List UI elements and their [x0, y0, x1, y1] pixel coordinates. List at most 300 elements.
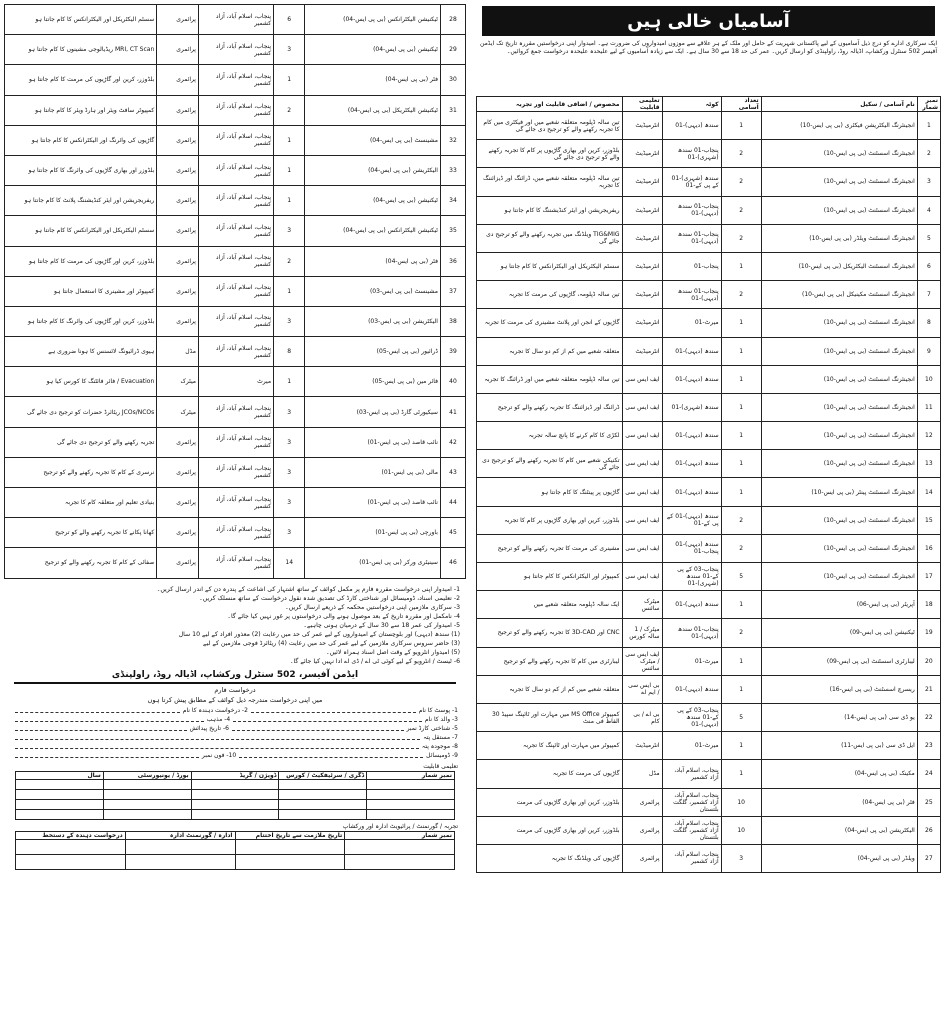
vacancy-count: 3: [274, 306, 305, 336]
vacancy-row: [477, 506, 941, 534]
vacancy-post: آپریٹر (بی پی ایس-06): [761, 591, 917, 619]
vacancy-education: پرائمری: [157, 427, 199, 457]
vacancy-row: [477, 703, 941, 731]
vacancy-education: انٹرمیڈیٹ: [622, 309, 662, 337]
vacancy-post: انجینئرنگ الیکٹریشن فیکٹری (بی پی ایس-10): [761, 112, 917, 140]
vacancy-experience: بلڈوزر، کرین اور بھاری گاڑیوں کی مرمت: [477, 788, 623, 816]
vacancy-quota: سندھ (شہری)-01 کے پی کے-01: [662, 168, 721, 196]
header-serial: نمبر شمار: [917, 97, 940, 112]
vacancy-education: پرائمری: [157, 216, 199, 246]
education-label: تعلیمی قابلیت: [423, 762, 458, 770]
form-table-row: [16, 789, 455, 799]
vacancy-row: [5, 427, 466, 457]
vacancy-row: [477, 534, 941, 562]
vacancy-post: انجینئرنگ اسسٹنٹ (بی پی ایس-10): [761, 450, 917, 478]
form-field-input[interactable]: [15, 733, 420, 740]
vacancy-post: سینیٹری ورکر (بی پی ایس-01): [305, 548, 441, 578]
vacancy-row: [5, 155, 466, 185]
vacancy-count: 1: [274, 155, 305, 185]
vacancy-row: [477, 393, 941, 421]
vacancy-row: [5, 65, 466, 95]
vacancy-count: 1: [721, 112, 761, 140]
left-column: [4, 4, 466, 1020]
form-field-input[interactable]: [239, 751, 423, 758]
vacancy-quota: پنجاب، اسلام آباد، آزاد کشمیر: [198, 397, 273, 427]
form-table-cell[interactable]: [16, 854, 126, 869]
vacancy-row: [477, 450, 941, 478]
form-table-header: درخواست دہندہ کے دستخط: [16, 831, 126, 839]
form-table-cell[interactable]: [16, 839, 126, 854]
vacancy-post: فائر مین (بی پی ایس-05): [305, 367, 441, 397]
form-table-cell[interactable]: [103, 799, 191, 809]
form-line: [12, 706, 458, 715]
form-table-cell[interactable]: [103, 789, 191, 799]
vacancy-experience: لکڑی کا کام کرنے کا پانچ سالہ تجربہ: [477, 422, 623, 450]
form-table-header: ڈگری / سرٹیفکیٹ / کورس: [279, 771, 367, 779]
vacancy-education: پرائمری: [157, 35, 199, 65]
vacancy-serial: 5: [917, 224, 940, 252]
vacancy-education: پرائمری: [622, 788, 662, 816]
vacancy-count: 1: [274, 65, 305, 95]
vacancy-count: 2: [721, 224, 761, 252]
vacancy-quota: پنجاب-01 سندھ (دیہی)-01: [662, 196, 721, 224]
form-table-row: [16, 809, 455, 819]
form-table-cell[interactable]: [191, 789, 279, 799]
vacancy-education: انٹرمیڈیٹ: [622, 140, 662, 168]
vacancy-row: [477, 422, 941, 450]
vacancy-experience: سسٹم الیکٹریکل اور الیکٹرانکس کا کام جانتا ہو: [5, 5, 157, 35]
vacancy-count: 1: [721, 337, 761, 365]
vacancy-quota: پنجاب، اسلام آباد، آزاد کشمیر: [198, 457, 273, 487]
vacancy-post: ریسرچ اسسٹنٹ (بی پی ایس-16): [761, 675, 917, 703]
vacancy-serial: 19: [917, 619, 940, 647]
header-quota: کوٹہ: [662, 97, 721, 112]
vacancy-education: بی ایس سی / ایم اے: [622, 675, 662, 703]
note-item: 2- تعلیمی اسناد، ڈومیسائل اور شناختی کارڈ کی تصدیق شدہ نقول درخواست کے ساتھ منسلک کریں۔: [199, 594, 460, 602]
right-column: [476, 4, 941, 1020]
vacancy-row: [477, 196, 941, 224]
vacancy-row: [5, 186, 466, 216]
form-title: درخواست فارم: [214, 685, 256, 694]
vacancy-post: ٹیکنیشن (بی پی ایس-04): [305, 186, 441, 216]
vacancy-serial: 11: [917, 393, 940, 421]
vacancy-serial: 18: [917, 591, 940, 619]
form-table-row: [16, 799, 455, 809]
vacancy-education: پرائمری: [622, 816, 662, 844]
vacancy-post: الیکٹریشن (بی پی ایس-04): [761, 816, 917, 844]
form-field-input[interactable]: [251, 706, 416, 713]
vacancy-quota: پنجاب، اسلام آباد، آزاد کشمیر: [198, 35, 273, 65]
vacancy-experience: مشینری کی مرمت کا تجربہ رکھنے والے کو ترجیح: [477, 534, 623, 562]
vacancy-education: پرائمری: [157, 548, 199, 578]
vacancy-serial: 14: [917, 478, 940, 506]
vacancy-row: [5, 216, 466, 246]
form-table-header: ڈویژن / گریڈ: [191, 771, 279, 779]
form-table-cell[interactable]: [279, 789, 367, 799]
vacancy-row: [5, 518, 466, 548]
vacancy-education: پرائمری: [157, 246, 199, 276]
form-field-label: 3- والد کا نام: [424, 715, 458, 723]
vacancy-serial: 40: [440, 367, 465, 397]
vacancy-post: الیکٹریشن (بی پی ایس-03): [305, 306, 441, 336]
vacancy-experience: نرسری کے کام کا تجربہ رکھنے والے کو ترجیح: [5, 457, 157, 487]
form-table-cell[interactable]: [279, 809, 367, 819]
form-table-cell[interactable]: [103, 779, 191, 789]
vacancy-post: الیکٹریشن (بی پی ایس-04): [305, 155, 441, 185]
vacancy-experience: تکنیکی شعبے میں کام کا تجربہ رکھنے والے کو ترجیح دی جائے گی: [477, 450, 623, 478]
vacancy-serial: 32: [440, 125, 465, 155]
vacancy-post: فٹر (بی پی ایس-04): [761, 788, 917, 816]
form-field-input[interactable]: [15, 706, 180, 713]
form-field-label: 2- درخواست دہندہ کا نام: [182, 706, 248, 714]
vacancy-count: 6: [274, 5, 305, 35]
vacancy-serial: 28: [440, 5, 465, 35]
vacancy-post: مشینسٹ (بی پی ایس-03): [305, 276, 441, 306]
vacancy-experience: متعلقہ شعبے میں کم از کم دو سال کا تجربہ: [477, 675, 623, 703]
vacancy-count: 3: [274, 216, 305, 246]
vacancy-post: انجینئرنگ اسسٹنٹ (بی پی ایس-10): [761, 168, 917, 196]
form-table-cell[interactable]: [345, 854, 455, 869]
vacancy-post: مشینسٹ (بی پی ایس-04): [305, 125, 441, 155]
form-table-cell[interactable]: [279, 799, 367, 809]
vacancy-post: انجینئرنگ اسسٹنٹ (بی پی ایس-10): [761, 393, 917, 421]
form-table-cell[interactable]: [367, 809, 455, 819]
vacancy-quota: پنجاب، اسلام آباد، آزاد کشمیر، گلگت بلتستان: [662, 816, 721, 844]
vacancy-count: 1: [274, 276, 305, 306]
vacancy-experience: TIG&MIG ویلڈنگ میں تجربہ رکھنے والے کو ترجیح دی جائے گی: [477, 224, 623, 252]
vacancy-experience: سسٹم الیکٹریکل اور الیکٹرانکس کا کام جانتا ہو: [477, 252, 623, 280]
vacancy-serial: 22: [917, 703, 940, 731]
application-form: [4, 706, 466, 760]
vacancy-row: [477, 732, 941, 760]
vacancy-experience: گاڑیوں کی ویلڈنگ کا تجربہ: [477, 844, 623, 872]
vacancy-post: فٹر (بی پی ایس-04): [305, 246, 441, 276]
form-table-cell[interactable]: [103, 809, 191, 819]
form-table-header: بورڈ / یونیورسٹی: [103, 771, 191, 779]
form-table-cell[interactable]: [16, 789, 104, 799]
vacancy-post: انجینئرنگ اسسٹنٹ ویلڈر (بی پی ایس-10): [761, 224, 917, 252]
vacancy-experience: کمپیوٹر اور مشینری کا استعمال جانتا ہو: [5, 276, 157, 306]
vacancy-row: [477, 309, 941, 337]
vacancy-experience: JCOs/NCOs ریٹائرڈ حضرات کو ترجیح دی جائے گی: [5, 397, 157, 427]
form-line: [12, 742, 458, 751]
vacancy-education: پرائمری: [157, 95, 199, 125]
vacancy-row: [477, 224, 941, 252]
vacancy-count: 1: [721, 760, 761, 788]
form-table-row: [16, 779, 455, 789]
vacancy-post: انجینئرنگ اسسٹنٹ (بی پی ایس-10): [761, 506, 917, 534]
vacancies-banner: آسامیاں خالی ہیں: [482, 6, 935, 36]
vacancy-count: 2: [721, 168, 761, 196]
vacancy-experience: بلڈوزر، کرین اور بھاری گاڑیوں پر کام کا تجربہ: [477, 506, 623, 534]
vacancy-serial: 25: [917, 788, 940, 816]
vacancy-experience: کمپیوٹر میں مہارت اور ٹائپنگ کا تجربہ: [477, 732, 623, 760]
vacancy-experience: سسٹم الیکٹریکل اور الیکٹرانکس کا کام جانتا ہو: [5, 216, 157, 246]
vacancy-experience: ریفریجریشن اور ایئر کنڈیشننگ پلانٹ کا کام جانتا ہو: [5, 186, 157, 216]
form-table-cell[interactable]: [367, 779, 455, 789]
vacancy-education: انٹرمیڈیٹ: [622, 196, 662, 224]
vacancy-row: [5, 276, 466, 306]
vacancy-row: [5, 125, 466, 155]
form-table-cell[interactable]: [235, 854, 345, 869]
form-field-input[interactable]: [15, 751, 199, 758]
vacancy-post: ٹیکنیشن (بی پی ایس-04): [305, 35, 441, 65]
vacancy-education: پرائمری: [157, 125, 199, 155]
vacancy-count: 3: [274, 457, 305, 487]
vacancy-post: نائب قاصد (بی پی ایس-01): [305, 488, 441, 518]
vacancy-quota: پنجاب-01: [662, 252, 721, 280]
vacancy-experience: کمپیوٹر سافٹ ویئر اور ہارڈ ویئر کا کام جانتا ہو: [5, 95, 157, 125]
vacancy-serial: 44: [440, 488, 465, 518]
vacancy-education: ایف ایس سی: [622, 563, 662, 591]
vacancy-quota: سندھ (شہری)-01: [662, 393, 721, 421]
header-count: تعداد آسامی: [721, 97, 761, 112]
vacancy-serial: 7: [917, 281, 940, 309]
vacancy-quota: سندھ (دیہی)-01: [662, 478, 721, 506]
vacancy-count: 5: [721, 703, 761, 731]
vacancy-count: 3: [721, 844, 761, 872]
vacancy-quota: پنجاب-01 سندھ (دیہی)-01: [662, 281, 721, 309]
vacancy-experience: CNC اور 3D-CAD کا تجربہ رکھنے والے کو ترجیح: [477, 619, 623, 647]
vacancy-post: ڈرائیور (بی پی ایس-05): [305, 337, 441, 367]
vacancy-experience: تین سالہ ڈپلومہ متعلقہ شعبے میں اور ڈرائنگ کا تجربہ: [477, 365, 623, 393]
form-line: [12, 715, 458, 724]
vacancy-count: 1: [721, 309, 761, 337]
header-post: نام آسامی / سکیل: [761, 97, 917, 112]
form-table-header: نمبر شمار: [345, 831, 455, 839]
form-table-cell[interactable]: [235, 839, 345, 854]
vacancy-quota: پنجاب، اسلام آباد، آزاد کشمیر: [198, 246, 273, 276]
form-table-cell[interactable]: [367, 789, 455, 799]
vacancy-quota: میرٹ-01: [662, 647, 721, 675]
vacancy-education: ایف ایس سی / میٹرک سائنس: [622, 647, 662, 675]
intro-paragraph: ایک سرکاری ادارے کو درج ذیل آسامیوں کے لیے پاکستانی شہریت کے حامل اور ملک کے ہر علاقے سے موزوں امیدواروں کی ضرورت ہے۔ امیدوار اپنی درخواستیں مقررہ تاریخ تک ایڈمن آفیسر 502 سنٹرل ورکشاپ، اڈیالہ روڈ، راولپنڈی کو ارسال کریں۔ عمر کی حد 18 سے 30 سال ہے۔ ایک سے زیادہ آسامیوں کے لیے علیحدہ علیحدہ درخواست جمع کروائیں۔: [480, 40, 937, 55]
vacancy-quota: پنجاب، اسلام آباد، آزاد کشمیر: [198, 427, 273, 457]
form-line: [12, 724, 458, 733]
vacancy-serial: 29: [440, 35, 465, 65]
vacancy-experience: گاڑیوں کی مرمت کا تجربہ: [477, 760, 623, 788]
vacancy-serial: 8: [917, 309, 940, 337]
form-table-cell[interactable]: [279, 779, 367, 789]
vacancy-row: [5, 246, 466, 276]
vacancy-experience: گاڑیوں پر پینٹنگ کا کام جانتا ہو: [477, 478, 623, 506]
vacancy-experience: MRI, CT Scan ریڈیالوجی مشینوں کا کام جانتا ہو: [5, 35, 157, 65]
vacancy-quota: سندھ (دیہی)-01: [662, 365, 721, 393]
form-field-input[interactable]: [15, 724, 187, 731]
vacancy-count: 3: [274, 35, 305, 65]
vacancy-post: انجینئرنگ اسسٹنٹ (بی پی ایس-10): [761, 365, 917, 393]
experience-table: [15, 831, 455, 870]
vacancy-post: سیکیورٹی گارڈ (بی پی ایس-03): [305, 397, 441, 427]
vacancy-post: انجینئرنگ اسسٹنٹ (بی پی ایس-10): [761, 337, 917, 365]
education-table: [15, 771, 455, 820]
vacancy-education: مڈل: [622, 760, 662, 788]
form-table-cell[interactable]: [16, 799, 104, 809]
vacancy-experience: Evacuation / فائر فائٹنگ کا کورس کیا ہو: [5, 367, 157, 397]
form-line: [12, 751, 458, 760]
vacancy-count: 2: [721, 196, 761, 224]
vacancy-experience: کمپیوٹر MS Office میں مہارت اور ٹائپنگ سپیڈ 30 الفاظ فی منٹ: [477, 703, 623, 731]
vacancy-education: پرائمری: [157, 276, 199, 306]
vacancy-count: 1: [721, 647, 761, 675]
form-table-cell[interactable]: [191, 779, 279, 789]
note-item: 4- نامکمل اور مقررہ تاریخ کے بعد موصول ہونے والی درخواستوں پر غور نہیں کیا جائے گا۔: [227, 612, 460, 620]
vacancy-count: 8: [274, 337, 305, 367]
form-field-input[interactable]: [233, 715, 422, 722]
vacancy-experience: ریفریجریشن اور ایئر کنڈیشننگ کا کام جانتا ہو: [477, 196, 623, 224]
experience-label: تجربہ / گورنمنٹ / پرائیویٹ ادارہ اور ورکشاپ: [342, 822, 458, 830]
note-item: 1- امیدوار اپنی درخواست مقررہ فارم پر مکمل کوائف کے ساتھ اشتہار کی اشاعت کے پندرہ دن کے اندر ارسال کریں۔: [156, 585, 460, 593]
form-field-label: 10- فون نمبر: [201, 751, 237, 759]
vacancy-quota: پنجاب، اسلام آباد، آزاد کشمیر: [198, 5, 273, 35]
vacancy-experience: متعلقہ شعبے میں کم از کم دو سال کا تجربہ: [477, 337, 623, 365]
vacancy-serial: 24: [917, 760, 940, 788]
vacancy-quota: پنجاب، اسلام آباد، آزاد کشمیر: [198, 216, 273, 246]
form-table-header: سال: [16, 771, 104, 779]
vacancy-post: فٹر (بی پی ایس-04): [305, 65, 441, 95]
vacancy-count: 1: [721, 478, 761, 506]
vacancy-education: میٹرک: [157, 367, 199, 397]
vacancy-quota: پنجاب-01 سندھ (دیہی)-01: [662, 224, 721, 252]
vacancy-quota: سندھ (دیہی)-01: [662, 591, 721, 619]
vacancy-post: انجینئرنگ اسسٹنٹ (بی پی ایس-10): [761, 534, 917, 562]
vacancy-rows-right: [477, 112, 941, 873]
vacancy-serial: 39: [440, 337, 465, 367]
vacancy-experience: بلڈوزر، کرین اور بھاری گاڑیوں کی مرمت: [477, 816, 623, 844]
vacancy-count: 10: [721, 816, 761, 844]
vacancy-post: مالی (بی پی ایس-01): [305, 457, 441, 487]
vacancy-quota: پنجاب، اسلام آباد، آزاد کشمیر: [198, 95, 273, 125]
vacancy-row: [5, 367, 466, 397]
form-field-input[interactable]: [15, 715, 204, 722]
vacancy-count: 2: [721, 534, 761, 562]
vacancy-row: [477, 760, 941, 788]
vacancy-experience: بلڈوزر، کرین اور گاڑیوں کی وائرنگ کا کام جانتا ہو: [5, 306, 157, 336]
vacancy-quota: پنجاب، اسلام آباد، آزاد کشمیر: [662, 760, 721, 788]
form-table-cell[interactable]: [191, 799, 279, 809]
vacancy-education: پرائمری: [157, 186, 199, 216]
vacancy-serial: 26: [917, 816, 940, 844]
form-table-cell[interactable]: [125, 854, 235, 869]
vacancy-row: [477, 252, 941, 280]
form-field-label: 5- شناختی کارڈ نمبر: [406, 724, 458, 732]
note-item: (5) امیدوار انٹرویو کے وقت اصل اسناد ہمراہ لائیں۔: [325, 648, 460, 656]
vacancy-serial: 37: [440, 276, 465, 306]
form-table-cell[interactable]: [345, 839, 455, 854]
vacancy-row: [5, 397, 466, 427]
vacancy-education: انٹرمیڈیٹ: [622, 252, 662, 280]
vacancy-serial: 16: [917, 534, 940, 562]
form-field-input[interactable]: [15, 742, 419, 749]
vacancy-count: 1: [274, 367, 305, 397]
vacancy-quota: سندھ (دیہی)-01: [662, 422, 721, 450]
vacancy-count: 1: [721, 365, 761, 393]
vacancy-education: انٹرمیڈیٹ: [622, 281, 662, 309]
vacancy-post: لیبارٹری اسسٹنٹ (بی پی ایس-09): [761, 647, 917, 675]
vacancy-serial: 12: [917, 422, 940, 450]
form-table-header: ادارہ / گورنمنٹ ادارہ: [125, 831, 235, 839]
vacancy-row: [477, 675, 941, 703]
vacancy-quota: پنجاب، اسلام آباد، آزاد کشمیر: [198, 125, 273, 155]
form-table-row: [16, 854, 455, 869]
vacancy-post: مکینک (بی پی ایس-04): [761, 760, 917, 788]
vacancy-serial: 46: [440, 548, 465, 578]
vacancy-education: ایف ایس سی: [622, 506, 662, 534]
form-field-label: 8- موجودہ پتہ: [421, 742, 458, 750]
vacancy-education: ایف ایس سی: [622, 534, 662, 562]
notes-list: [4, 585, 466, 666]
vacancy-table-right: [476, 96, 941, 873]
vacancy-post: انجینئرنگ اسسٹنٹ (بی پی ایس-10): [761, 309, 917, 337]
form-table-cell[interactable]: [191, 809, 279, 819]
vacancy-serial: 42: [440, 427, 465, 457]
form-table-cell[interactable]: [16, 809, 104, 819]
vacancy-serial: 9: [917, 337, 940, 365]
vacancy-serial: 38: [440, 306, 465, 336]
vacancy-education: پرائمری: [622, 844, 662, 872]
vacancy-post: باورچی (بی پی ایس-01): [305, 518, 441, 548]
vacancy-serial: 33: [440, 155, 465, 185]
vacancy-quota: پنجاب، اسلام آباد، آزاد کشمیر: [198, 65, 273, 95]
vacancy-row: [5, 35, 466, 65]
vacancy-post: ٹیکنیشن الیکٹرانکس (بی پی ایس-04): [305, 5, 441, 35]
vacancy-rows-left: [5, 5, 466, 579]
vacancy-row: [5, 457, 466, 487]
vacancy-row: [477, 365, 941, 393]
vacancy-row: [5, 5, 466, 35]
vacancy-row: [5, 548, 466, 578]
vacancy-quota: پنجاب-03 کے پی کے-01 سندھ (شہری)-01: [662, 563, 721, 591]
vacancy-serial: 20: [917, 647, 940, 675]
vacancy-quota: سندھ (دیہی)-01: [662, 450, 721, 478]
form-table-cell[interactable]: [125, 839, 235, 854]
vacancy-quota: سندھ (دیہی)-01: [662, 675, 721, 703]
form-field-label: 1- پوسٹ کا نام: [418, 706, 458, 714]
vacancy-education: انٹرمیڈیٹ: [622, 112, 662, 140]
vacancy-row: [477, 619, 941, 647]
vacancy-count: 1: [721, 422, 761, 450]
vacancy-serial: 4: [917, 196, 940, 224]
vacancy-post: انجینئرنگ اسسٹنٹ (بی پی ایس-10): [761, 422, 917, 450]
vacancy-education: میٹرک سائنس: [622, 591, 662, 619]
vacancy-count: 3: [274, 397, 305, 427]
vacancy-education: ایف ایس سی: [622, 478, 662, 506]
vacancy-count: 2: [721, 506, 761, 534]
note-item: 3- سرکاری ملازمین اپنی درخواستیں محکمہ کے ذریعے ارسال کریں۔: [285, 603, 460, 611]
vacancy-count: 3: [274, 427, 305, 457]
form-table-cell[interactable]: [16, 779, 104, 789]
vacancy-experience: بلڈوزر، کرین اور بھاری گاڑیوں پر کام کا تجربہ رکھنے والے کو ترجیح دی جائے گی: [477, 140, 623, 168]
vacancy-serial: 45: [440, 518, 465, 548]
vacancy-serial: 41: [440, 397, 465, 427]
vacancy-education: ایف ایس سی: [622, 450, 662, 478]
vacancy-experience: تین سالہ ڈپلومہ متعلقہ شعبے میں، ڈرائنگ اور ڈیزائننگ کا تجربہ: [477, 168, 623, 196]
vacancy-quota: پنجاب، اسلام آباد، آزاد کشمیر: [198, 155, 273, 185]
vacancy-serial: 13: [917, 450, 940, 478]
vacancy-post: ٹیکنیشن الیکٹرانکس (بی پی ایس-04): [305, 216, 441, 246]
vacancy-education: انٹرمیڈیٹ: [622, 337, 662, 365]
vacancy-experience: تین سالہ ڈپلومہ، گاڑیوں کی مرمت کا تجربہ: [477, 281, 623, 309]
vacancy-post: ایل ڈی سی (بی پی ایس-11): [761, 732, 917, 760]
vacancy-post: انجینئرنگ اسسٹنٹ (بی پی ایس-10): [761, 140, 917, 168]
vacancy-serial: 15: [917, 506, 940, 534]
form-field-input[interactable]: [232, 724, 404, 731]
form-table-cell[interactable]: [367, 799, 455, 809]
vacancy-count: 1: [721, 591, 761, 619]
vacancy-row: [5, 337, 466, 367]
header-experience: مخصوص / اضافی قابلیت اور تجربہ: [477, 97, 623, 112]
vacancy-row: [477, 281, 941, 309]
